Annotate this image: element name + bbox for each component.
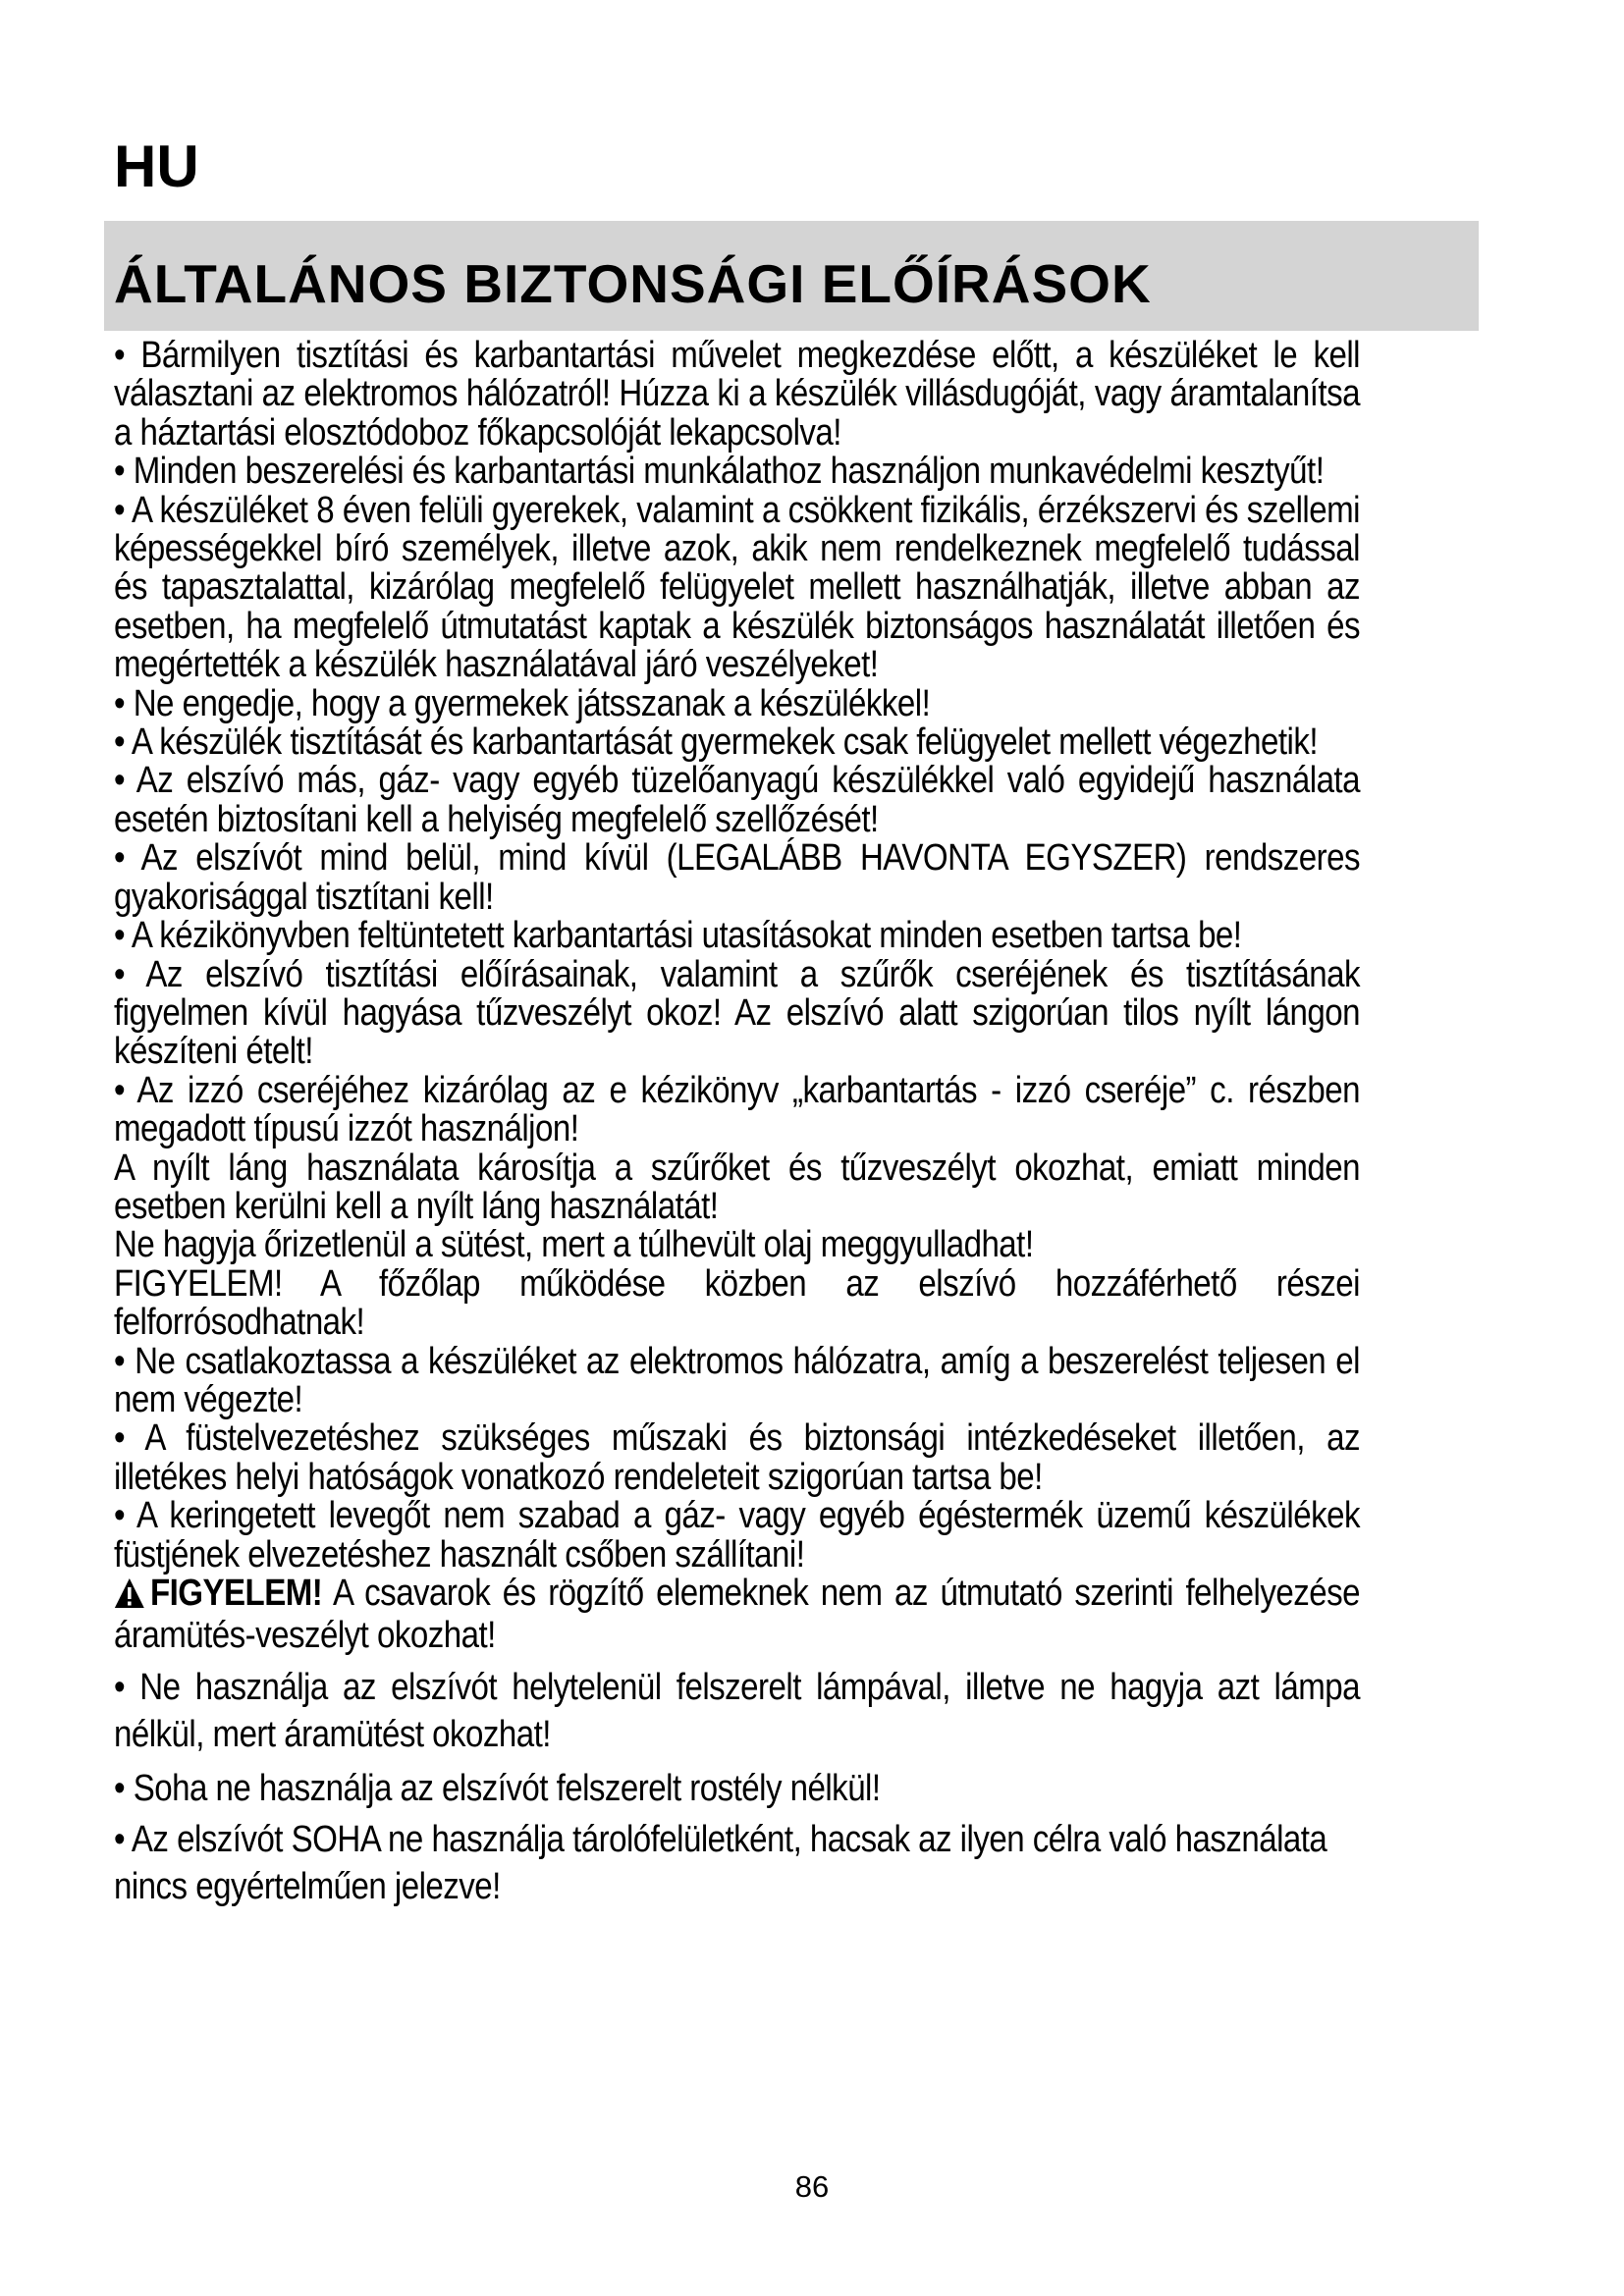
- safety-text: [114, 336, 1360, 1909]
- warning-paragraph: [114, 1574, 1360, 1655]
- safety-paragraph: Ne hagyja őrizetlenül a sütést, mert a túlhevült olaj meggyulladhat!: [114, 1223, 1034, 1265]
- page-title: ÁLTALÁNOS BIZTONSÁGI ELŐÍRÁSOK: [114, 253, 1152, 314]
- safety-paragraph: FIGYELEM! A főzőlap működése közben az elszívó hozzáférhető részei felforrósodhatnak!: [114, 1261, 1360, 1343]
- safety-paragraph: • A keringetett levegőt nem szabad a gáz- vagy egyéb égéstermék üzemű készülékek füstjének elvezetéshez használt csőben szállítani!: [114, 1494, 1360, 1575]
- safety-paragraph: • Bármilyen tisztítási és karbantartási művelet megkezdése előtt, a készüléket le kell választani az elektromos hálózatról! Húzza ki a készülék villásdugóját, vagy áramtalanítsa a háztartási elosztódoboz főkapcsolóját lekapcsolva!: [114, 334, 1360, 453]
- warning-label: FIGYELEM!: [149, 1572, 323, 1613]
- safety-paragraph: A nyílt láng használata károsítja a szűrőket és tűzveszélyt okozhat, emiatt minden esetben kerülni kell a nyílt láng használatát!: [114, 1146, 1360, 1226]
- safety-paragraph: • Soha ne használja az elszívót felszerelt rostély nélkül!: [114, 1766, 881, 1808]
- safety-paragraph: • Az elszívó tisztítási előírásainak, valamint a szűrők cseréjének és tisztításának figyelmen kívül hagyása tűzveszélyt okoz! Az elszívó alatt szigorúan tilos nyílt lángon készíteni ételt!: [114, 952, 1360, 1072]
- safety-paragraph: • Az izzó cseréjéhez kizárólag az e kézikönyv „karbantartás - izzó cseréje” c. részben megadott típusú izzót használjon!: [114, 1068, 1360, 1149]
- safety-paragraph: • A füstelvezetéshez szükséges műszaki és biztonsági intézkedéseket illetően, az illetékes helyi hatóságok vonatkozó rendeleteit szigorúan tartsa be!: [114, 1416, 1360, 1497]
- safety-paragraph: • Minden beszerelési és karbantartási munkálathoz használjon munkavédelmi kesztyűt!: [114, 450, 1325, 492]
- safety-paragraph: • A készüléket 8 éven felüli gyerekek, valamint a csökkent fizikális, érzékszervi és szellemi képességekkel bíró személyek, illetve azok, akik nem rendelkeznek megfelelő tudással és tapasztalattal, kizárólag megfelelő felügyelet mellett használhatják, illetve abban az esetben, ha megfelelő útmutatást kaptak a készülék biztonságos használatát illetően és megértették a készülék használatával járó veszélyeket!: [114, 488, 1360, 685]
- safety-paragraph: • Az elszívót SOHA ne használja tárolófelületként, hacsak az ilyen célra való használata nincs egyértelműen jelezve!: [114, 1818, 1327, 1907]
- safety-paragraph: • A készülék tisztítását és karbantartását gyermekek csak felügyelet mellett végezhetik!: [114, 721, 1319, 763]
- warning-text: A csavarok és rögzítő elemeknek nem az útmutató szerinti felhelyezése áramütés-veszélyt okozhat!: [114, 1572, 1360, 1656]
- warning-triangle-icon: [114, 1577, 145, 1616]
- safety-paragraph: • Ne engedje, hogy a gyermekek játsszanak a készülékkel!: [114, 681, 931, 723]
- safety-paragraph: • Ne használja az elszívót helytelenül felszerelt lámpával, illetve ne hagyja azt lámpa nélkül, mert áramütést okozhat!: [114, 1665, 1360, 1754]
- safety-paragraph: • A kézikönyvben feltüntetett karbantartási utasításokat minden esetben tartsa be!: [114, 914, 1242, 956]
- safety-paragraph: • Az elszívót mind belül, mind kívül (LEGALÁBB HAVONTA EGYSZER) rendszeres gyakorisággal tisztítani kell!: [114, 836, 1360, 917]
- page-number: 86: [794, 2169, 830, 2204]
- safety-paragraph: • Ne csatlakoztassa a készüléket az elektromos hálózatra, amíg a beszerelést teljesen el nem végezte!: [114, 1339, 1360, 1419]
- safety-paragraph: • Az elszívó más, gáz- vagy egyéb tüzelőanyagú készülékkel való egyidejű használata esetén biztosítani kell a helyiség megfelelő szellőzését!: [114, 759, 1360, 839]
- language-code: HU: [114, 133, 199, 199]
